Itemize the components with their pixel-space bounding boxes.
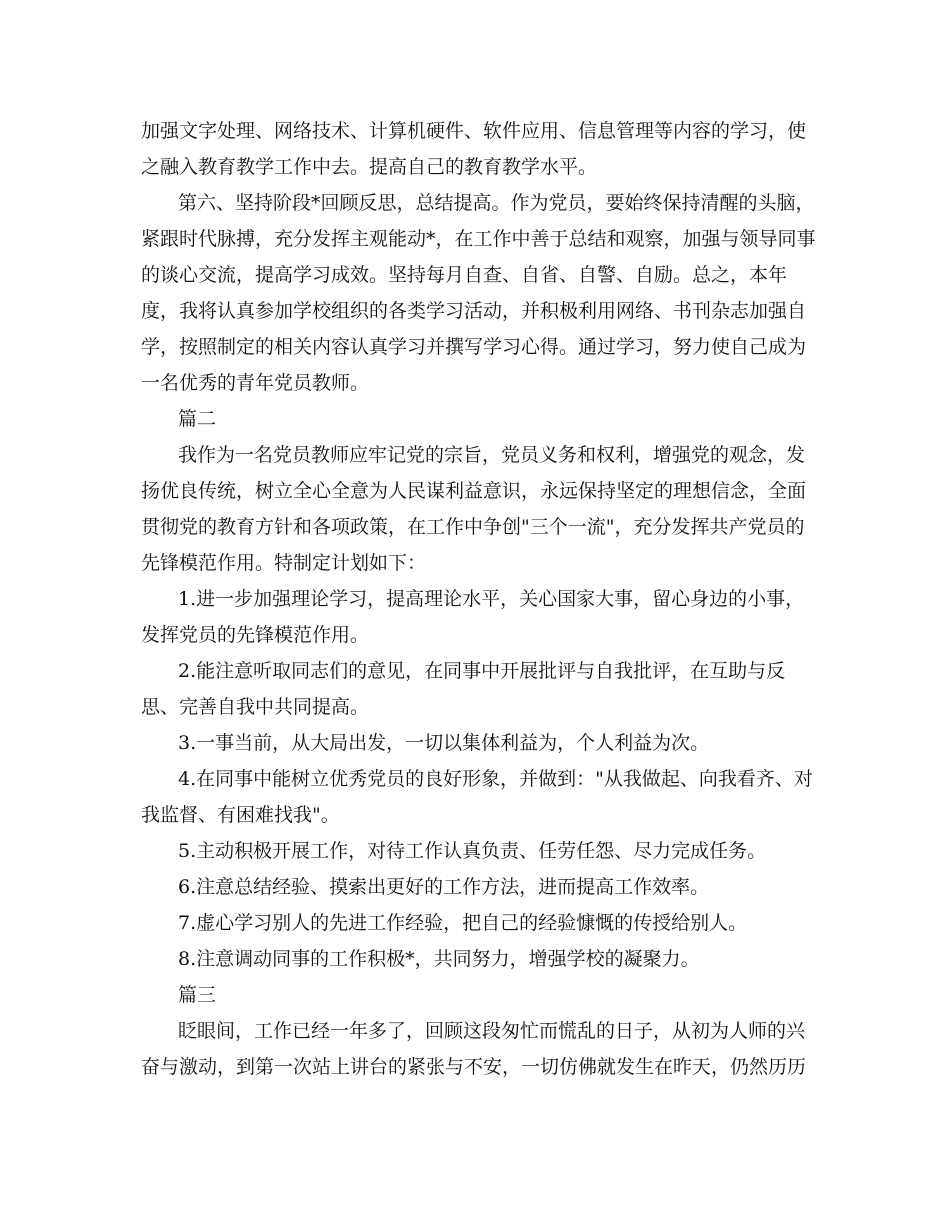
list-item: 3.一事当前，从大局出发，一切以集体利益为，个人利益为次。 [178, 732, 710, 754]
text-line: 贯彻党的教育方针和各项政策，在工作中争创"三个一流"，充分发挥共产党员的 [141, 516, 805, 538]
paragraph-start: 眨眼间，工作已经一年多了，回顾这段匆忙而慌乱的日子，从初为人师的兴 [178, 1020, 806, 1042]
paragraph-start: 第六、坚持阶段*回顾反思，总结提高。作为党员，要始终保持清醒的头脑， [178, 192, 815, 214]
text-line: 扬优良传统，树立全心全意为人民谋利益意识，永远保持坚定的理想信念，全面 [141, 480, 807, 502]
text-line: 一名优秀的青年党员教师。 [141, 372, 370, 394]
list-item: 2.能注意听取同志们的意见，在同事中开展批评与自我批评，在互助与反 [178, 660, 786, 682]
text-line: 的谈心交流，提高学习成效。坚持每月自查、自省、自警、自励。总之，本年 [141, 264, 788, 286]
section-heading: 篇三 [178, 984, 217, 1006]
paragraph-start: 我作为一名党员教师应牢记党的宗旨，党员义务和权利，增强党的观念，发 [178, 444, 806, 466]
text-line: 度，我将认真参加学校组织的各类学习活动，并积极利用网络、书刊杂志加强自 [141, 300, 807, 322]
text-line: 先锋模范作用。特制定计划如下： [141, 552, 427, 574]
list-item: 7.虚心学习别人的先进工作经验，把自己的经验慷慨的传授给别人。 [178, 912, 748, 934]
text-line: 我监督、有困难找我"。 [141, 804, 340, 826]
list-item: 4.在同事中能树立优秀党员的良好形象，并做到："从我做起、向我看齐、对 [178, 768, 813, 790]
list-item: 6.注意总结经验、摸索出更好的工作方法，进而提高工作效率。 [178, 876, 710, 898]
text-line: 加强文字处理、网络技术、计算机硬件、软件应用、信息管理等内容的学习，使 [141, 120, 807, 142]
text-line: 紧跟时代脉搏，充分发挥主观能动*，在工作中善于总结和观察，加强与领导同事 [141, 228, 816, 250]
text-line: 奋与激动，到第一次站上讲台的紧张与不安，一切仿佛就发生在昨天，仍然历历 [141, 1056, 807, 1078]
text-line: 发挥党员的先锋模范作用。 [141, 624, 370, 646]
text-line: 学，按照制定的相关内容认真学习并撰写学习心得。通过学习，努力使自己成为 [141, 336, 807, 358]
section-heading: 篇二 [178, 408, 217, 430]
text-line: 之融入教育教学工作中去。提高自己的教育教学水平。 [141, 156, 598, 178]
text-line: 思、完善自我中共同提高。 [141, 696, 370, 718]
document-body [141, 113, 816, 1085]
list-item: 1.进一步加强理论学习，提高理论水平，关心国家大事，留心身边的小事， [178, 588, 805, 610]
list-item: 8.注意调动同事的工作积极*，共同努力，增强学校的凝聚力。 [178, 948, 700, 970]
list-item: 5.主动积极开展工作，对待工作认真负责、任劳任怨、尽力完成任务。 [178, 840, 767, 862]
